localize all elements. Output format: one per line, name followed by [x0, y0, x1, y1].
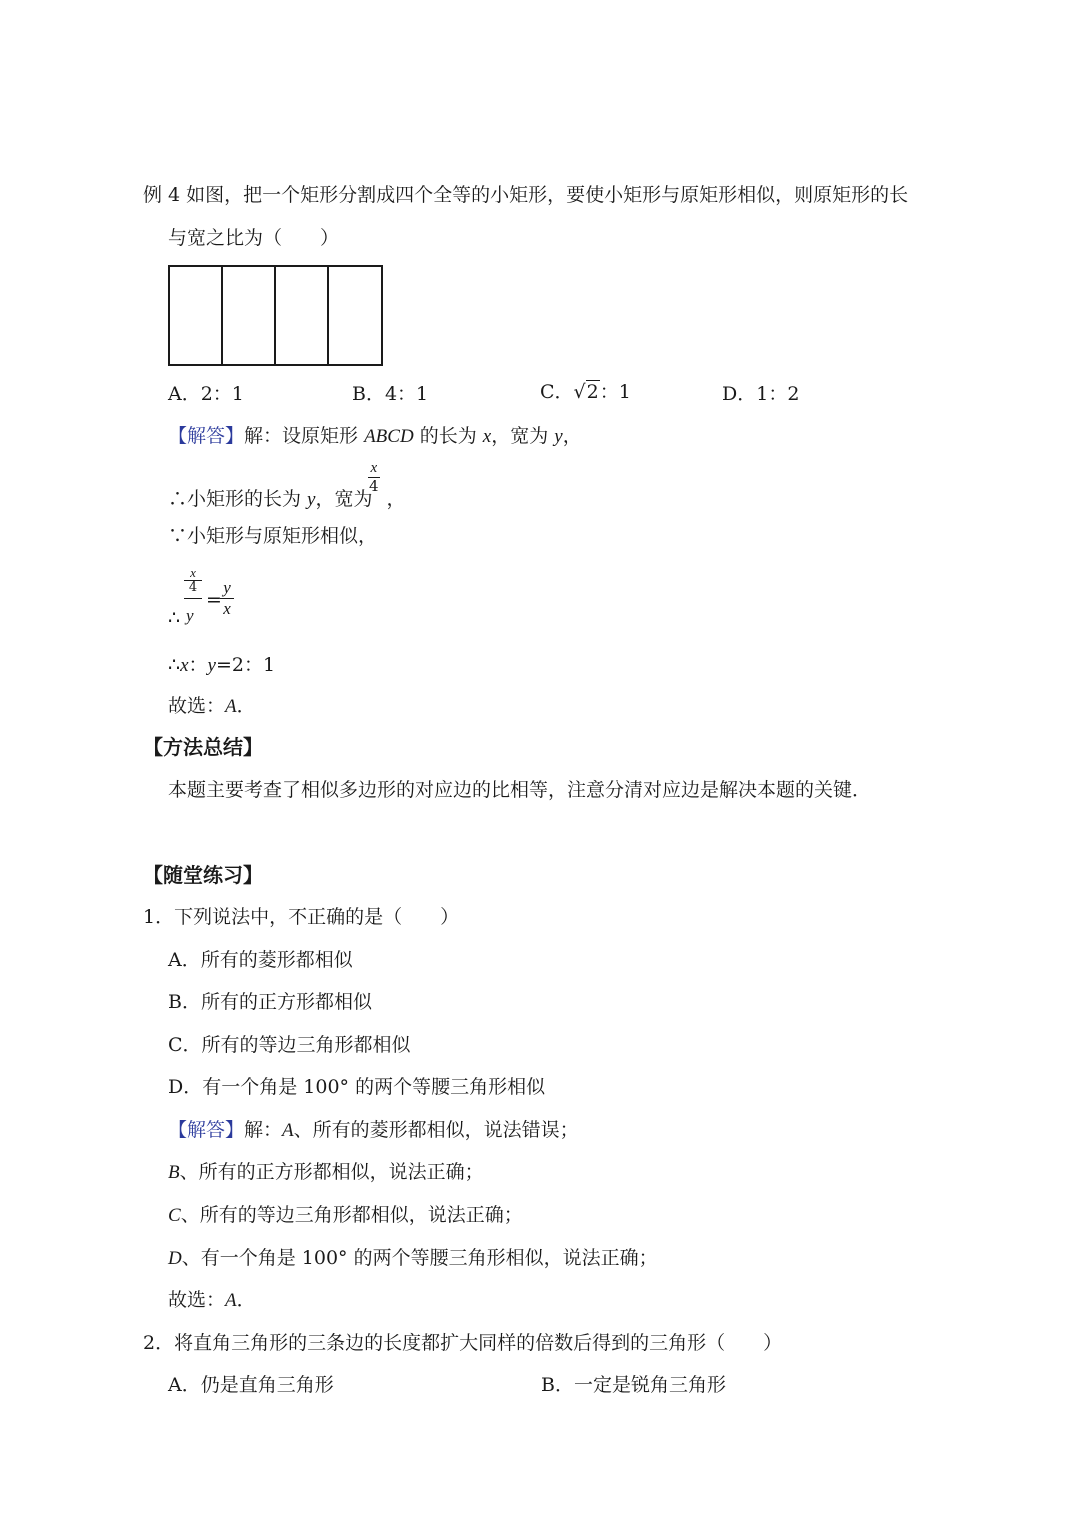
fraction-denominator: 4: [369, 476, 379, 495]
method-heading-text: 【方法总结】: [143, 735, 263, 759]
answer-letter: A: [225, 696, 237, 717]
answer-letter: C: [168, 1205, 181, 1226]
solution-text: 的长为: [413, 425, 483, 447]
solution-text: ，: [562, 425, 582, 447]
q2-option-b: [541, 1373, 726, 1397]
example-line-1: [143, 183, 908, 207]
q1-stem-text: 1．下列说法中，不正确的是（ ）: [143, 906, 460, 928]
answer-text: 、所有的等边三角形都相似，说法正确；: [180, 1204, 523, 1226]
main-fraction-bar: [184, 598, 202, 599]
q1-option-d: [168, 1075, 545, 1099]
method-heading: [143, 735, 263, 759]
example-line-2: [168, 226, 339, 250]
nested-denominator: 4: [184, 580, 202, 595]
q2-option-a-text: A．仍是直角三角形: [168, 1374, 334, 1396]
option-c: [540, 380, 631, 404]
sqrt-symbol: √2: [573, 381, 599, 403]
method-text: [168, 778, 871, 802]
answer-text: 、有一个角是 100° 的两个等腰三角形相似，说法正确；: [181, 1247, 658, 1269]
solution-text: ，宽为: [491, 425, 555, 447]
fraction-numerator: x: [368, 460, 380, 478]
answer-letter: D: [168, 1248, 182, 1269]
answer-text: 、所有的正方形都相似，说法正确；: [179, 1161, 484, 1183]
right-denominator: x: [223, 599, 231, 618]
solution-text: =2：1: [215, 654, 276, 676]
var-x: x: [180, 655, 189, 676]
solution-line-6: [168, 694, 256, 719]
option-b-text: B．4：1: [352, 383, 429, 405]
solution-line-5: [168, 653, 275, 678]
var-x: x: [482, 426, 492, 447]
q1-option-a-text: A．所有的菱形都相似: [168, 949, 353, 971]
option-c-prefix: C．: [540, 381, 574, 403]
option-c-suffix: ：1: [599, 381, 631, 403]
option-d: [722, 382, 799, 406]
option-b: [352, 382, 428, 406]
solution-text: ∴: [168, 654, 181, 676]
nested-numerator: x: [190, 565, 196, 580]
var-abcd: ABCD: [364, 426, 414, 447]
var-y: y: [207, 655, 216, 676]
solution-text: 解：设原矩形: [244, 425, 365, 447]
solution-line-2: [168, 487, 406, 512]
solution-line-3: [168, 524, 377, 548]
q2-stem-text: 2．将直角三角形的三条边的长度都扩大同样的倍数后得到的三角形（ ）: [143, 1332, 783, 1354]
q1-option-c-text: C．所有的等边三角形都相似: [168, 1034, 411, 1056]
answer-letter: A: [282, 1120, 294, 1141]
right-numerator: y: [220, 578, 234, 599]
q1-option-c: [168, 1033, 411, 1057]
var-y: y: [554, 426, 563, 447]
q2-stem: [143, 1331, 782, 1355]
q1-option-d-text: D．有一个角是 100° 的两个等腰三角形相似: [168, 1076, 546, 1098]
rectangle-figure: [168, 265, 384, 367]
solution-text: ．: [236, 695, 256, 717]
solution-tag: 【解答】: [168, 425, 245, 447]
q1-answer-line-3: [168, 1203, 523, 1228]
method-body: 本题主要考查了相似多边形的对应边的比相等，注意分清对应边是解决本题的关键．: [168, 779, 872, 801]
q1-choose-line: [168, 1288, 256, 1313]
answer-text: ．: [236, 1289, 256, 1311]
nested-fraction: [184, 566, 202, 595]
solution-text: 故选：: [168, 695, 226, 717]
q1-option-a: [168, 948, 353, 972]
q2-option-a: [168, 1373, 334, 1397]
example-text-1: 例 4 如图，把一个矩形分割成四个全等的小矩形，要使小矩形与原矩形相似，则原矩形的长: [143, 184, 909, 206]
solution-text: ：: [188, 654, 208, 676]
solution-text: ∴小矩形的长为: [168, 488, 308, 510]
example-text-2: 与宽之比为（ ）: [168, 227, 340, 249]
option-d-text: D．1：2: [722, 383, 800, 405]
option-a-text: A．2：1: [168, 383, 244, 405]
practice-heading: [143, 863, 263, 887]
option-a: [168, 382, 244, 406]
q1-answer-line-1: [168, 1118, 579, 1143]
equals-sign: =: [206, 589, 222, 611]
answer-text: 故选：: [168, 1289, 226, 1311]
answer-letter: A: [225, 1290, 237, 1311]
q1-option-b: [168, 990, 372, 1014]
therefore-symbol: ∴: [168, 607, 181, 629]
answer-text: 解：: [244, 1119, 283, 1141]
answer-tag: 【解答】: [168, 1119, 245, 1141]
q2-option-b-text: B．一定是锐角三角形: [541, 1374, 726, 1396]
answer-letter: B: [168, 1162, 180, 1183]
answer-text: 、所有的菱形都相似，说法错误；: [293, 1119, 579, 1141]
var-y: y: [307, 489, 316, 510]
solution-line-1: [168, 424, 582, 449]
q1-option-b-text: B．所有的正方形都相似: [168, 991, 372, 1013]
right-fraction: [220, 578, 234, 619]
sqrt-radicand: 2: [586, 381, 599, 403]
solution-text: ，: [386, 488, 406, 510]
q1-answer-line-4: [168, 1246, 658, 1271]
q1-answer-line-2: [168, 1160, 484, 1185]
practice-heading-text: 【随堂练习】: [143, 863, 263, 887]
main-denominator: y: [186, 606, 194, 625]
q1-stem: [143, 905, 459, 929]
solution-text: ，宽为: [315, 488, 373, 510]
solution-text: ∵小矩形与原矩形相似，: [168, 525, 378, 547]
